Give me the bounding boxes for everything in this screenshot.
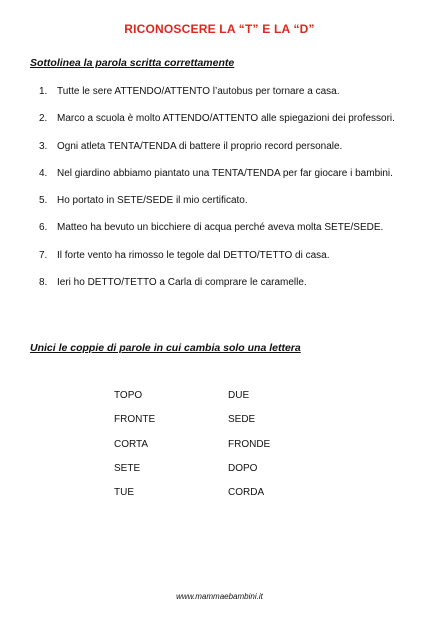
- list-item: [30, 86, 425, 113]
- list-item: [30, 141, 425, 168]
- word-right: CORDA: [228, 487, 265, 499]
- section-heading-underline: Sottolinea la parola scritta correttamente: [30, 57, 235, 69]
- item-text: Nel giardino abbiamo piantato una TENTA/TENDA per far giocare i bambini.: [57, 167, 393, 179]
- word-left: TUE: [114, 487, 134, 499]
- page-title: RICONOSCERE LA “T” E LA “D”: [124, 22, 315, 36]
- word-left: FRONTE: [114, 414, 156, 426]
- word-pairs-grid: [114, 390, 334, 511]
- list-item: [30, 250, 425, 277]
- item-number: 8.: [39, 277, 48, 289]
- section-heading-pairs: Unici le coppie di parole in cui cambia solo una lettera: [30, 342, 301, 354]
- word-right: SEDE: [228, 414, 256, 426]
- list-item: [30, 195, 425, 222]
- list-item: [30, 113, 425, 140]
- item-text: Ieri ho DETTO/TETTO a Carla di comprare le caramelle.: [57, 277, 307, 289]
- word-left: SETE: [114, 462, 141, 474]
- item-number: 7.: [39, 249, 48, 261]
- list-item: [30, 168, 425, 195]
- item-text: Ho portato in SETE/SEDE il mio certificato.: [57, 195, 248, 207]
- item-text: Marco a scuola è molto ATTENDO/ATTENTO alle spiegazioni dei professori.: [57, 113, 395, 125]
- word-right: DUE: [228, 390, 250, 401]
- sentence-list: [30, 86, 425, 304]
- item-number: 6.: [39, 222, 48, 234]
- word-left: TOPO: [114, 390, 143, 401]
- item-number: 4.: [39, 167, 48, 179]
- footer-url: www.mammaebambini.it: [176, 592, 263, 601]
- item-number: 3.: [39, 140, 48, 152]
- item-text: Il forte vento ha rimosso le tegole dal DETTO/TETTO di casa.: [57, 249, 330, 261]
- item-number: 5.: [39, 195, 48, 207]
- item-text: Ogni atleta TENTA/TENDA di battere il proprio record personale.: [57, 140, 343, 152]
- item-number: 1.: [39, 86, 48, 97]
- item-number: 2.: [39, 113, 48, 125]
- word-right: DOPO: [228, 462, 258, 474]
- list-item: [30, 277, 425, 304]
- item-text: Tutte le sere ATTENDO/ATTENTO l’autobus per tornare a casa.: [57, 86, 340, 97]
- word-right: FRONDE: [228, 438, 271, 450]
- item-text: Matteo ha bevuto un bicchiere di acqua perché aveva molta SETE/SEDE.: [57, 222, 384, 234]
- list-item: [30, 222, 425, 249]
- word-left: CORTA: [114, 438, 149, 450]
